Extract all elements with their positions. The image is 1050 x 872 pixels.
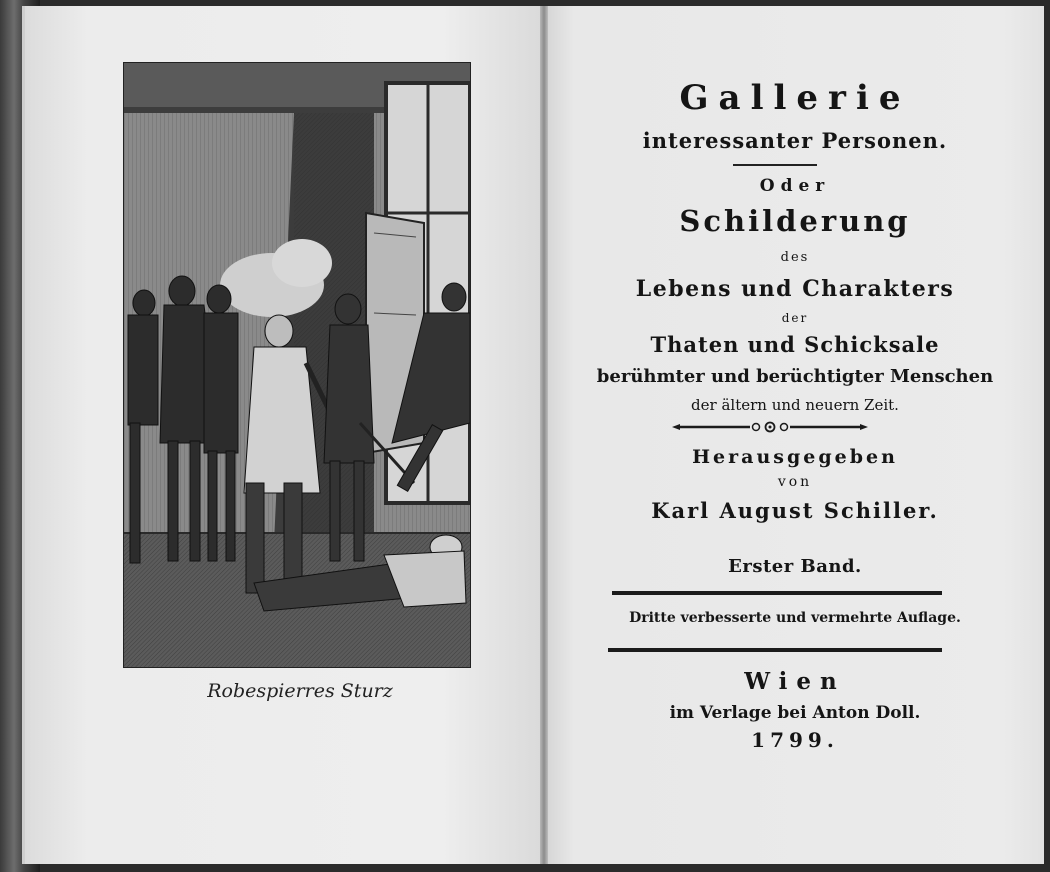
text-der: der xyxy=(781,311,809,325)
book-subtitle: interessanter Personen. xyxy=(642,128,948,153)
imprint-city: Wien xyxy=(744,668,846,695)
rule-upper xyxy=(612,591,942,595)
text-schilderung: Schilderung xyxy=(679,204,911,238)
book-gutter xyxy=(540,6,548,864)
text-oder: Oder xyxy=(759,176,831,196)
text-lebens: Lebens und Charakters xyxy=(635,276,955,302)
book-title: Gallerie xyxy=(679,78,911,118)
ornament-divider xyxy=(672,420,868,434)
imprint-publisher: im Verlage bei Anton Doll. xyxy=(669,703,921,723)
title-rule xyxy=(733,164,817,166)
text-zeit: der ältern und neuern Zeit. xyxy=(691,396,899,414)
text-beruehmter: berühmter und berüchtigter Menschen xyxy=(596,366,994,387)
imprint-year: 1799. xyxy=(751,728,839,752)
author-name: Karl August Schiller. xyxy=(651,498,939,523)
engraving-illustration xyxy=(124,63,470,667)
frontispiece-caption: Robespierres Sturz xyxy=(207,680,393,702)
text-von: von xyxy=(777,474,813,490)
volume-label: Erster Band. xyxy=(728,556,862,577)
frontispiece-engraving xyxy=(123,62,471,668)
text-herausgegeben: Herausgegeben xyxy=(692,446,898,468)
text-des: des xyxy=(780,250,810,265)
rule-lower xyxy=(608,648,942,652)
text-thaten: Thaten und Schicksale xyxy=(650,332,940,357)
edition-note: Dritte verbesserte und vermehrte Auflage. xyxy=(629,610,961,626)
